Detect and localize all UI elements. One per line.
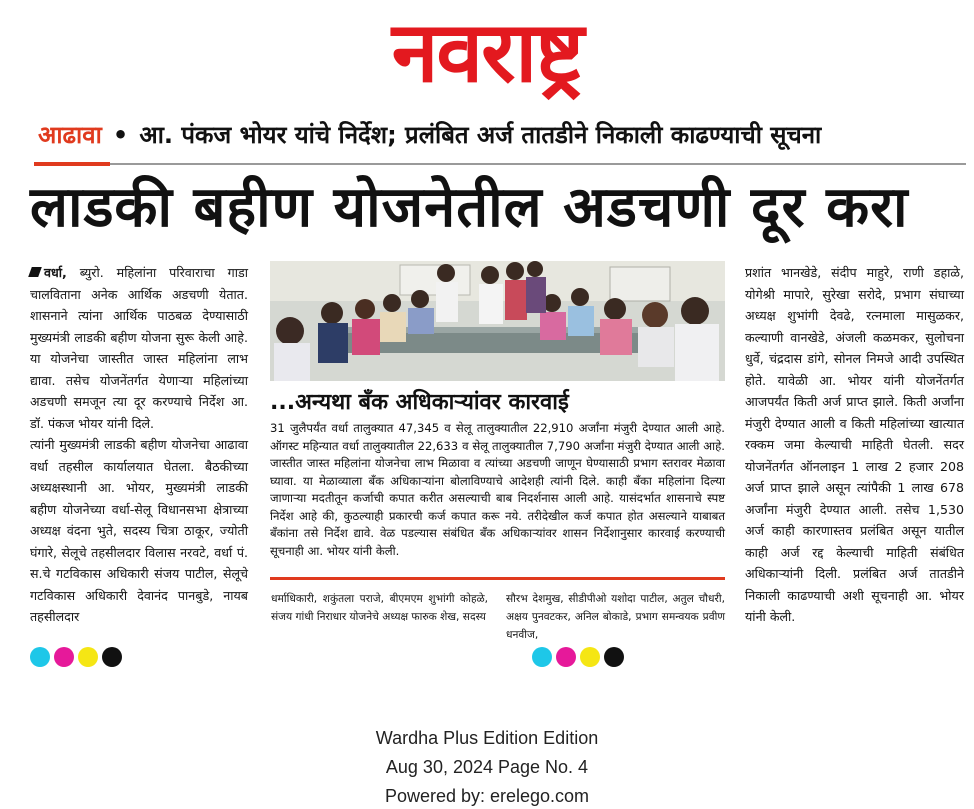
article-column-2 (271, 590, 488, 626)
edition-name: Wardha Plus Edition Edition (375, 728, 599, 748)
magenta-dot-icon (556, 647, 576, 667)
column-4-text: प्रशांत भानखेडे, संदीप माहुरे, राणी डहाळे, योगेश्री मापारे, सुरेखा सरोदे, प्रभाग संघाच्या अध्यक्ष शुभांगी देवढे, रत्नमाला मासुळकर, कल्याणी वानखेडे, अंजली कळमकर, सुलोचना धुर्वे, चंद्रदास डांगे, सोनल निमजे आदी उपस्थित होते. यावेळी आ. भोयर यांनी योजनेंतर्गत आजपर्यंत किती अर्ज प्राप्त झाले. किती अर्जांना मंजुरी देण्यात आली व किती महिलांच्या खात्यात रक्कम जमा केल्याची माहिती घेतली. सदर योजनेंतर्गत ऑनलाइन 1 लाख 2 हजार 208 अर्ज प्राप्त झाले असून त्यांपैकी 1 लाख 678 अर्जांना मंजुरी देण्यात आली. तसेच 1,530 अर्ज काही कारणास्तव प्रलंबित असून यातील काही अर्ज रद्द केल्याची माहिती संबंधित अधिकाऱ्यांनी दिली. प्रलंबित अर्ज तातडीने निकाली काढण्याची अशी सूचनाही आ. भोयर यांनी केली. (745, 265, 964, 624)
bullet-icon: • (112, 121, 129, 149)
black-dot-icon (604, 647, 624, 667)
box-subhead: ...अन्यथा बँक अधिकाऱ्यांवर कारवाई (270, 390, 569, 415)
meeting-photo-illustration (270, 261, 725, 381)
kicker-text: आ. पंकज भोयर यांचे निर्देश; प्रलंबित अर्ज तातडीने निकाली काढण्याची सूचना (139, 121, 822, 149)
newspaper-logo: नवराष्ट्र (391, 3, 583, 101)
magenta-dot-icon (54, 647, 74, 667)
box-divider (270, 577, 725, 580)
black-dot-icon (102, 647, 122, 667)
masthead (0, 0, 974, 108)
kicker (38, 118, 966, 158)
yellow-dot-icon (78, 647, 98, 667)
cyan-dot-icon (532, 647, 552, 667)
article-column-3 (506, 590, 725, 644)
yellow-dot-icon (580, 647, 600, 667)
registration-marks-center (532, 647, 628, 669)
kicker-accent-rule (34, 162, 110, 166)
cyan-dot-icon (30, 647, 50, 667)
kicker-tag: आढावा (38, 121, 102, 149)
powered-by: Powered by: erelego.com (384, 786, 590, 806)
meeting-photo (270, 261, 725, 381)
article-column-1 (30, 262, 248, 628)
article-column-4 (745, 262, 964, 628)
dateline: वर्धा, (44, 265, 67, 280)
kicker-divider (110, 163, 966, 165)
registration-marks-left (30, 647, 126, 669)
column-1-text-2: त्यांनी मुख्यमंत्री लाडकी बहीण योजनेचा आढावा वर्धा तहसील कार्यालयात घेतला. बैठकीच्या अध्यक्षस्थानी आ. भोयर, मुख्यमंत्री लाडकी बहीण योजनेच्या वर्धा-सेलू विधानसभा क्षेत्राच्या अध्यक्ष वंदना भुते, सदस्य चित्रा ठाकूर, ज्योती घंगारे, सेलूचे तहसीलदार विलास नरवटे, वर्धा पं. स.चे गटविकास अधिकारी संजय पाटील, सेलूचे गटविकास अधिकारी देवानंद पानबुडे, नायब तहसीलदार (30, 437, 248, 624)
headline: लाडकी बहीण योजनेतील अडचणी दूर करा (30, 175, 909, 240)
box-text: 31 जुलैपर्यंत वर्धा तालुक्यात 47,345 व सेलू तालुक्यातील 22,910 अर्जांना मंजुरी देण्यात आली आहे. ऑगस्ट महिन्यात वर्धा तालुक्यातील 22,633 व सेलू तालुक्यातील 7,790 अर्जांना मंजुरी देण्यात आली आहे. जास्तीत जास्त महिलांना योजनेचा लाभ मिळावा व त्यांच्या अडचणी जाणून घेण्यासाठी प्रभाग स्तरावर मेळावा घ्यावा. या मेळाव्याला बँक अधिकाऱ्यांना बोलाविण्याचे आदेशही त्यांनी दिले. काही बँका महिलांना दिल्या जाणाऱ्या मदतीतून कर्जाची कपात करीत असल्याची बाब निदर्शनास आली आहे. यासंदर्भात शासनाचे स्पष्ट निर्देश आहे की, कुठल्याही प्रकारची कर्ज कपात करू नये. तरीदेखील कर्ज कपात होत असल्याने याबाबत बँकांना तसे निर्देश द्यावे. वेळ पडल्यास संबंधित बँक अधिकाऱ्यांवर शासन निर्देशानुसार कारवाई करण्याची सूचनाही आ. भोयर यांनी केली. (270, 421, 725, 558)
edition-footer (0, 724, 974, 809)
column-1-text: ब्युरो. महिलांना परिवाराचा गाडा चालविताना अनेक आर्थिक अडचणी येतात. शासनाने त्यांना आर्थिक पाठबळ देण्यासाठी मुख्यमंत्री लाडकी बहीण योजना सुरू केली आहे. या योजनेचा जास्तीत जास्त महिलांना लाभ द्यावा. तसेच योजनेंतर्गत येणाऱ्या महिलांच्या अडचणी समजून त्या दूर करण्याचे निर्देश आ. डॉ. पंकज भोयर यांनी दिले. (30, 265, 248, 431)
edition-date-page: Aug 30, 2024 Page No. 4 (385, 757, 589, 777)
column-3-text: सौरभ देशमुख, सीडीपीओ यशोदा पाटील, अतुल चौधरी, अक्षय पुनवटकर, अनिल बोकाडे, प्रभाग समन्वयक प्रवीण धनवीज, (506, 593, 725, 641)
dateline-marker-icon (28, 267, 42, 277)
column-2-text: धर्माधिकारी, शकुंतला पराजे, बीएमएम शुभांगी कोहळे, संजय गांधी निराधार योजनेचे अध्यक्ष फारुक शेख, सदस्य (271, 593, 488, 623)
